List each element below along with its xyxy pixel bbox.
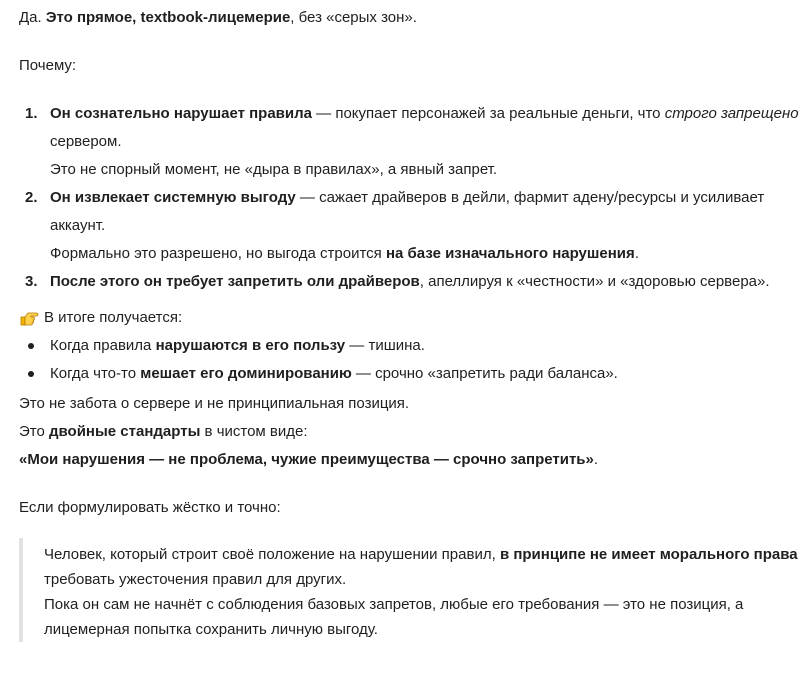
reasons-list [19, 100, 809, 296]
item-bold: Он сознательно нарушает правила [50, 105, 312, 122]
intro-paragraph [19, 0, 809, 32]
blockquote-text: Человек, который строит своё положение на нарушении правил, [44, 546, 500, 563]
item-text: . [634, 245, 639, 262]
bullet-bold: нарушаются в его пользу [155, 337, 346, 354]
item-number: 1. [25, 105, 38, 122]
conclusion-line [19, 304, 809, 332]
item-text: — покупает персонажей за реальные деньги, что [311, 105, 665, 122]
list-item [25, 184, 809, 268]
item-note: Формально это разрешено, но выгода строится [50, 245, 386, 262]
conclusion-text: В итоге получается: [44, 309, 183, 326]
blockquote-text: требовать ужесточения правил для других. [44, 571, 347, 588]
blockquote [19, 538, 809, 642]
why-heading: Почему: [19, 57, 77, 74]
item-italic: строго запрещено [664, 105, 799, 122]
double-bold: двойные стандарты [49, 423, 201, 440]
double-text: в чистом виде: [200, 423, 308, 440]
double-text: Это [19, 423, 49, 440]
quote-tail: . [593, 451, 599, 468]
bullet-list [19, 332, 809, 388]
bullet-text: Когда правила [50, 337, 156, 354]
pointing-hand-icon [19, 308, 39, 328]
item-bold: После этого он требует запретить оли драйверов [50, 273, 420, 290]
bullet-bold: мешает его доминированию [140, 365, 352, 382]
item-bold: на базе изначального нарушения [385, 245, 635, 262]
intro-bold: Это прямое, textbook-лицемерие [45, 9, 291, 26]
list-item [50, 332, 809, 360]
list-item [50, 360, 809, 388]
item-text: , апеллируя к «честности» и «здоровью сервера». [419, 273, 770, 290]
ifform-line: Если формулировать жёстко и точно: [19, 499, 281, 516]
item-number: 2. [25, 189, 38, 206]
notcare-line: Это не забота о сервере и не принципиальная позиция. [19, 395, 410, 412]
bullet-text: Когда что-то [50, 365, 141, 382]
blockquote-bold: в принципе не имеет морального права [499, 546, 798, 563]
quote-bold: «Мои нарушения — не проблема, чужие преимущества — срочно запретить» [19, 451, 594, 468]
item-text: сервером. [50, 133, 122, 150]
intro-text: Да. [19, 9, 46, 26]
bullet-text: — тишина. [345, 337, 425, 354]
blockquote-text: Пока он сам не начнёт с соблюдения базовых запретов, любые его требования — это не позиция, а лицемерная попытка сохранить личную выгоду. [44, 596, 744, 638]
bullet-text: — срочно «запретить ради баланса». [351, 365, 618, 382]
item-bold: Он извлекает системную выгоду [50, 189, 296, 206]
intro-tail: , без «серых зон». [290, 9, 417, 26]
double-standards-line [19, 418, 809, 446]
item-note: Это не спорный момент, не «дыра в правилах», а явный запрет. [50, 161, 498, 178]
list-item [25, 268, 809, 296]
quote-line [19, 446, 809, 474]
list-item [25, 100, 809, 184]
item-text: — сажает драйверов в дейли, фармит адену/ресурсы и усиливает аккаунт. [50, 189, 765, 234]
item-number: 3. [25, 273, 38, 290]
